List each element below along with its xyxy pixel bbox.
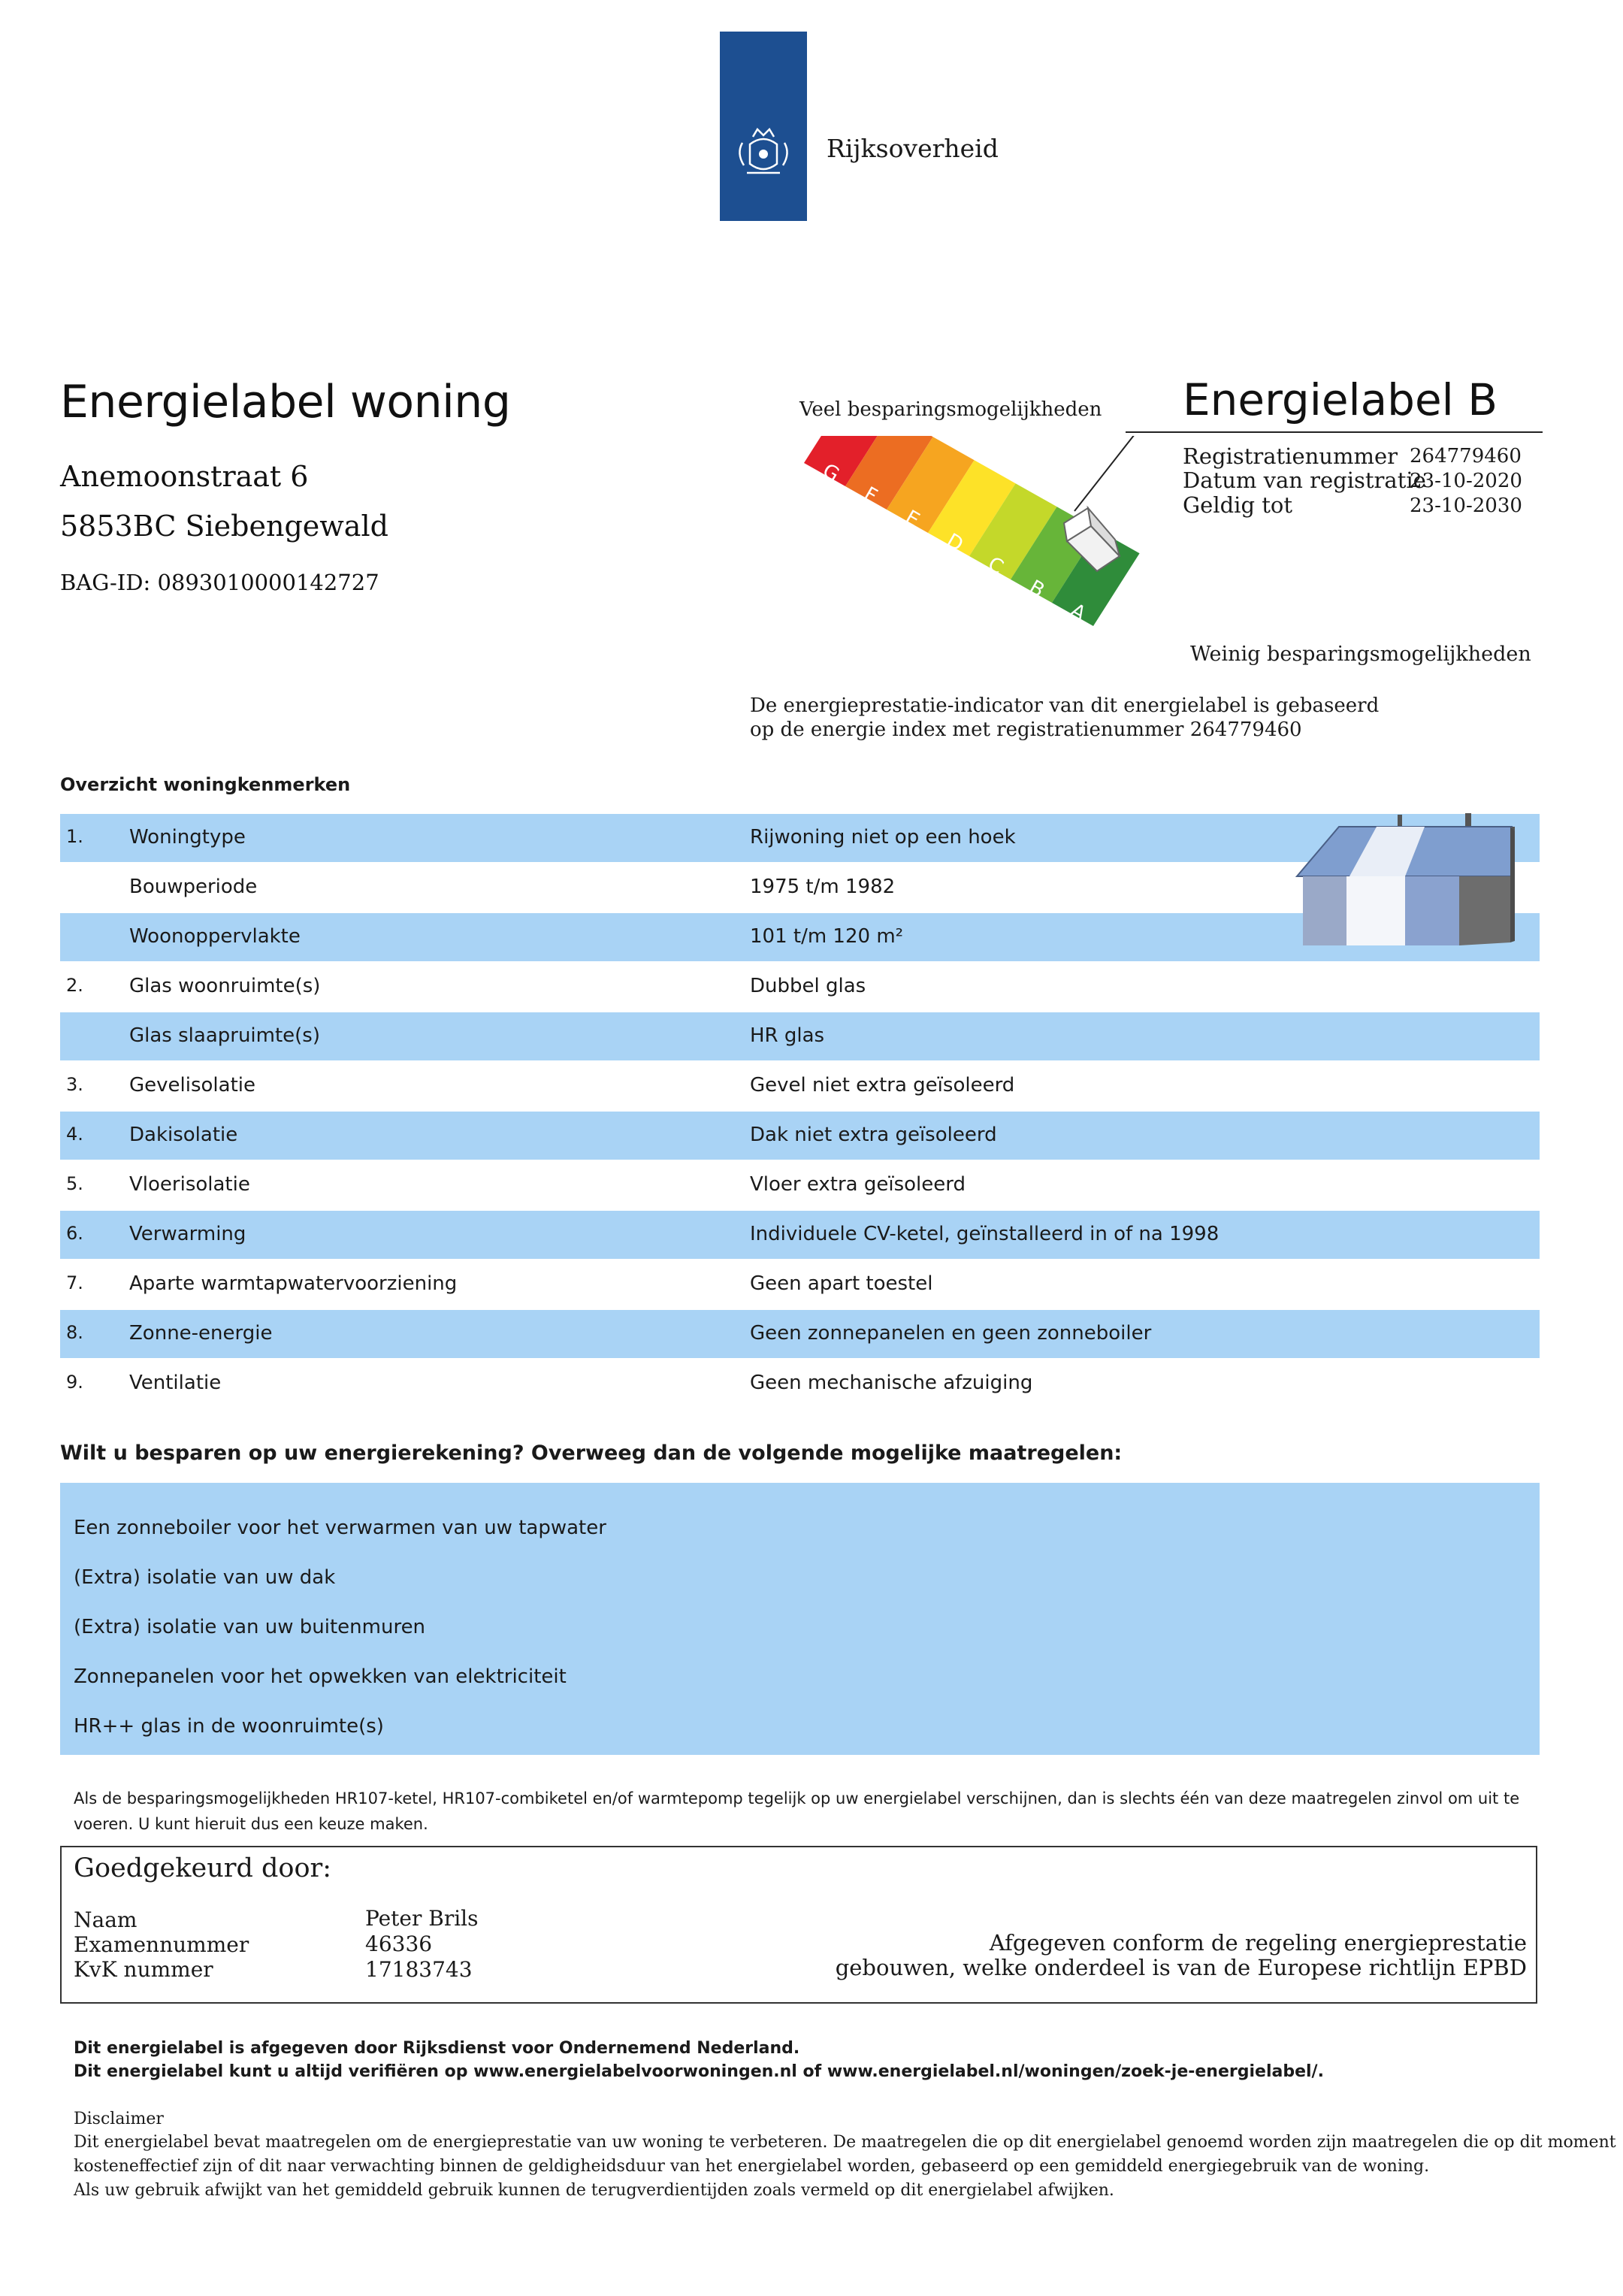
registration-date-value: 23-10-2020 (1410, 470, 1522, 492)
row-number: 4. (66, 1124, 83, 1145)
energy-scale-graphic (796, 436, 1232, 661)
row-value: Vloer extra geïsoleerd (750, 1173, 966, 1196)
table-row (60, 1062, 1540, 1110)
list-item: Zonnepanelen voor het opwekken van elektriciteit (74, 1665, 567, 1688)
coat-of-arms-icon (720, 32, 807, 221)
measures-question: Wilt u besparen op uw energierekening? Overweeg dan de volgende mogelijke maatregelen: (60, 1441, 1123, 1465)
row-value: Dubbel glas (750, 975, 866, 997)
row-value: Geen mechanische afzuiging (750, 1372, 1033, 1394)
row-number: 8. (66, 1322, 83, 1343)
row-value: Geen zonnepanelen en geen zonneboiler (750, 1322, 1152, 1345)
disclaimer-line: Als uw gebruik afwijkt van het gemiddeld gebruik kunnen de terugverdientijden zoals vermeld op dit energielabel afwijken. (74, 2181, 1114, 2200)
overview-title: Overzicht woningkenmerken (60, 774, 351, 795)
kvk-number-label: KvK nummer (74, 1957, 213, 1982)
row-label: Bouwperiode (129, 876, 258, 898)
valid-until-label: Geldig tot (1183, 492, 1292, 518)
table-row (60, 1360, 1540, 1408)
conformity-line2: gebouwen, welke onderdeel is van de Europese richtlijn EPBD (835, 1955, 1527, 1980)
indicator-text-line1: De energieprestatie-indicator van dit energielabel is gebaseerd (750, 694, 1380, 717)
row-number: 6. (66, 1223, 83, 1244)
table-row (60, 1260, 1540, 1308)
energy-class-letter-c: C (984, 552, 1008, 579)
measures-list (60, 1483, 1540, 1755)
document-title: Energielabel woning (60, 376, 511, 428)
row-number: 9. (66, 1372, 83, 1393)
energy-class-letter-b: B (1025, 576, 1048, 603)
disclaimer-line: kosteneffectief zijn of dit naar verwachting binnen de geldigheidsduur van het energielabel worden, gebaseerd op een gemiddeld energiegebruik van de woning. (74, 2157, 1430, 2176)
list-item: Een zonneboiler voor het verwarmen van uw tapwater (74, 1517, 606, 1539)
address-city: 5853BC Siebengewald (60, 510, 388, 543)
kvk-number-value: 17183743 (365, 1957, 473, 1982)
row-label: Verwarming (129, 1223, 246, 1245)
measures-note-line2: voeren. U kunt hieruit dus een keuze maken. (74, 1815, 428, 1833)
row-number: 2. (66, 975, 83, 996)
row-value: Dak niet extra geïsoleerd (750, 1124, 997, 1146)
exam-number-value: 46336 (365, 1931, 433, 1956)
energy-class-letter-a: A (1066, 599, 1090, 626)
energy-class-letter-e: E (901, 506, 923, 532)
table-row (60, 1310, 1540, 1358)
registration-number-label: Registratienummer (1183, 443, 1398, 469)
indicator-text-line2: op de energie index met registratienummer 264779460 (750, 718, 1302, 741)
row-label: Dakisolatie (129, 1124, 238, 1146)
conformity-line1: Afgegeven conform de regeling energieprestatie (989, 1930, 1527, 1956)
row-label: Vloerisolatie (129, 1173, 250, 1196)
table-row (60, 1211, 1540, 1259)
row-label: Gevelisolatie (129, 1074, 255, 1097)
house-type-icon (1292, 809, 1518, 951)
row-number: 3. (66, 1074, 83, 1095)
list-item: (Extra) isolatie van uw buitenmuren (74, 1616, 426, 1638)
row-value: Geen apart toestel (750, 1272, 933, 1295)
approver-name-value: Peter Brils (365, 1906, 479, 1931)
row-label: Woningtype (129, 826, 246, 849)
row-number: 5. (66, 1173, 83, 1194)
row-number: 1. (66, 826, 83, 847)
energy-class-letter-g: G (818, 459, 843, 487)
approved-title: Goedgekeurd door: (74, 1853, 332, 1883)
verify-text: Dit energielabel kunt u altijd verifiëren op www.energielabelvoorwoningen.nl of www.energielabel.nl/woningen/zoek-je-energielabel/. (74, 2062, 1324, 2081)
row-label: Glas woonruimte(s) (129, 975, 321, 997)
disclaimer-title: Disclaimer (74, 2110, 164, 2128)
approver-name-label: Naam (74, 1907, 138, 1932)
row-label: Woonoppervlakte (129, 925, 301, 948)
table-row (60, 963, 1540, 1011)
row-label: Aparte warmtapwatervoorziening (129, 1272, 458, 1295)
row-value: Rijwoning niet op een hoek (750, 826, 1016, 849)
row-label: Ventilatie (129, 1372, 222, 1394)
scale-bottom-label: Weinig besparingsmogelijkheden (1190, 643, 1531, 666)
energy-label-title: Energielabel B (1183, 374, 1498, 425)
energy-class-letter-d: D (942, 529, 967, 557)
table-row (60, 1012, 1540, 1060)
registration-number-value: 264779460 (1410, 445, 1522, 467)
exam-number-label: Examennummer (74, 1932, 249, 1957)
row-value: Gevel niet extra geïsoleerd (750, 1074, 1015, 1097)
table-row (60, 1112, 1540, 1160)
row-label: Zonne-energie (129, 1322, 273, 1345)
row-value: HR glas (750, 1024, 825, 1047)
valid-until-value: 23-10-2030 (1410, 495, 1522, 517)
list-item: HR++ glas in de woonruimte(s) (74, 1715, 384, 1738)
energy-class-letter-f: F (860, 482, 881, 508)
rijksoverheid-logo (720, 32, 807, 221)
row-number: 7. (66, 1272, 83, 1293)
brand-name: Rijksoverheid (827, 134, 999, 163)
issued-by-text: Dit energielabel is afgegeven door Rijksdienst voor Ondernemend Nederland. (74, 2039, 800, 2058)
table-row (60, 1161, 1540, 1209)
label-divider (1126, 431, 1543, 433)
row-value: 1975 t/m 1982 (750, 876, 896, 898)
measures-note-line1: Als de besparingsmogelijkheden HR107-ketel, HR107-combiketel en/of warmtepomp tegelijk op uw energielabel verschijnen, dan is slechts één van deze maatregelen zinvol om uit te (74, 1789, 1520, 1807)
row-label: Glas slaapruimte(s) (129, 1024, 320, 1047)
bag-id: BAG-ID: 0893010000142727 (60, 570, 379, 595)
address-street: Anemoonstraat 6 (60, 460, 309, 493)
registration-date-label: Datum van registratie (1183, 467, 1426, 493)
scale-top-label: Veel besparingsmogelijkheden (799, 398, 1102, 421)
disclaimer-line: Dit energielabel bevat maatregelen om de energieprestatie van uw woning te verbeteren. De maatregelen die op dit energielabel genoemd worden zijn maatregelen die op dit moment (74, 2133, 1616, 2152)
row-value: Individuele CV-ketel, geïnstalleerd in of na 1998 (750, 1223, 1220, 1245)
list-item: (Extra) isolatie van uw dak (74, 1566, 336, 1589)
row-value: 101 t/m 120 m² (750, 925, 904, 948)
